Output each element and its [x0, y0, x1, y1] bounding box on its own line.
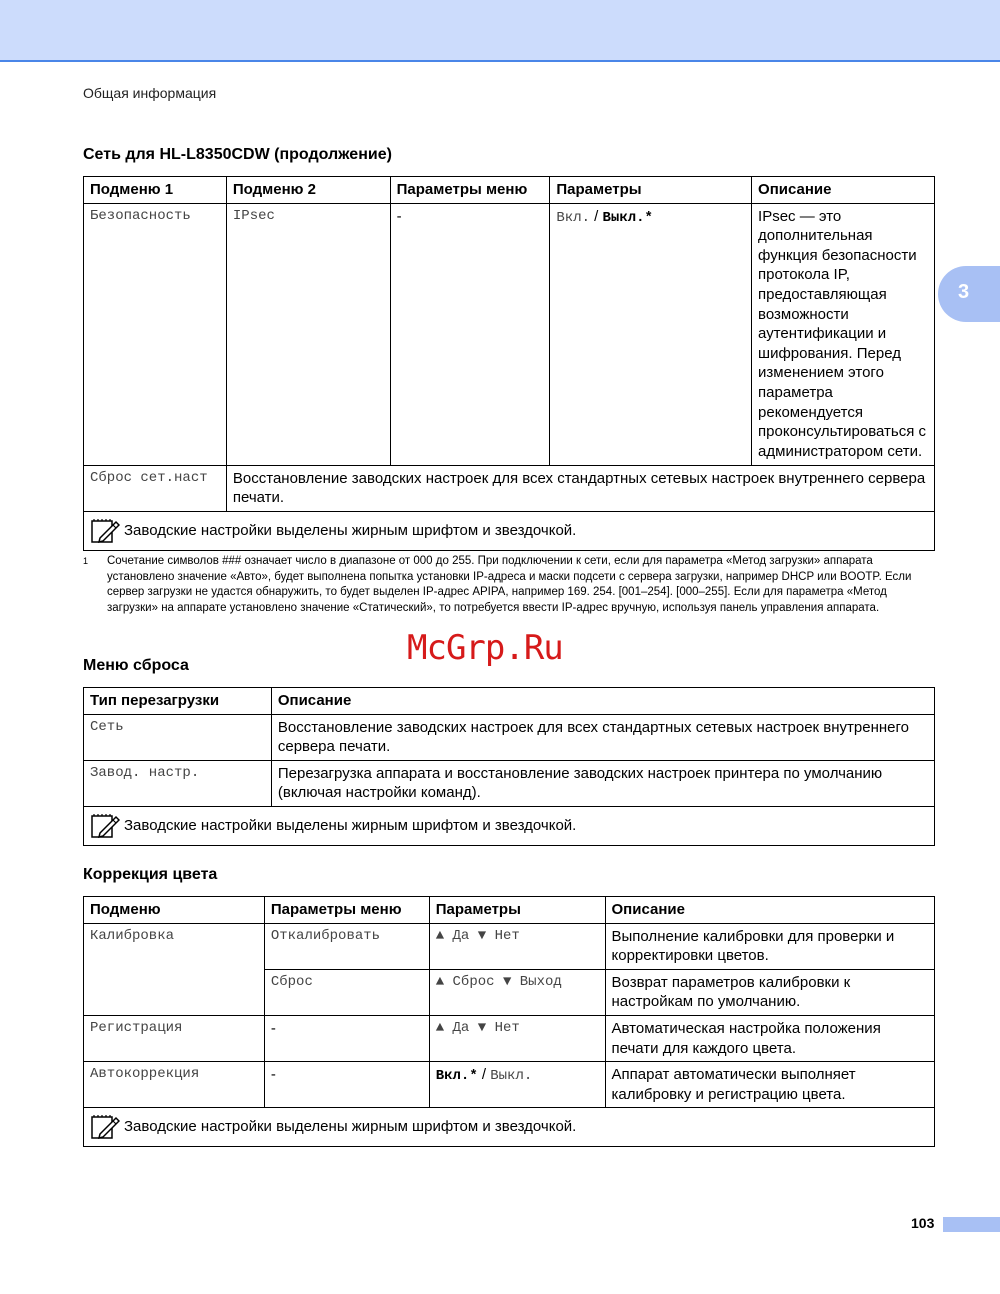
option-a: Сброс [452, 973, 495, 990]
option-b: Нет [494, 927, 520, 944]
cell-menu-params: - [264, 1062, 429, 1108]
cell-description: Восстановление заводских настроек для всех стандартных сетевых настроек внутреннего сервера печати. [271, 714, 934, 760]
table-row [84, 465, 935, 511]
col-header: Подменю 1 [84, 177, 227, 204]
cell-params [429, 1015, 605, 1061]
cell-menu-params: Откалибровать [264, 923, 429, 969]
col-header: Параметры [429, 897, 605, 924]
footnote-number: 1 [83, 556, 89, 566]
page-number-bar [943, 1217, 1000, 1232]
param-off: Выкл. [490, 1068, 533, 1085]
table-header-row [84, 897, 935, 924]
cell-reset-type: Завод. настр. [84, 760, 272, 806]
col-header: Подменю 2 [226, 177, 390, 204]
color-section-title: Коррекция цвета [83, 866, 218, 883]
cell-description: Автоматическая настройка положения печати для каждого цвета. [605, 1015, 934, 1061]
cell-menu-params: - [264, 1015, 429, 1061]
cell-description: Восстановление заводских настроек для всех стандартных сетевых настроек внутреннего сервера печати. [226, 465, 934, 511]
cell-menu-params: Сброс [264, 969, 429, 1015]
reset-section-title: Меню сброса [83, 657, 189, 674]
cell-description: IPsec — это дополнительная функция безопасности протокола IP, предоставляющая возможности аутентификации и шифрования. Перед изменением этого параметра рекомендуется проконсультироваться с администратором сети. [752, 203, 935, 465]
arrow-up-icon: ▲ [435, 927, 445, 944]
note-text: Заводские настройки выделены жирным шрифтом и звездочкой. [124, 816, 577, 834]
param-separator: / [477, 1066, 491, 1084]
footnote [83, 554, 938, 616]
note-pencil-icon [90, 1114, 120, 1140]
cell-params [550, 203, 752, 465]
cell-submenu1: Безопасность [84, 203, 227, 465]
page-number: 103 [911, 1215, 935, 1231]
col-header: Параметры меню [264, 897, 429, 924]
param-off-default: Выкл.* [602, 209, 653, 226]
watermark: McGrp.Ru [407, 628, 563, 668]
top-banner [0, 0, 1000, 62]
cell-submenu1: Сброс сет.наст [84, 465, 227, 511]
table-row [84, 760, 935, 806]
chapter-tab [938, 266, 1000, 322]
option-b: Выход [519, 973, 562, 990]
cell-submenu: Калибровка [84, 923, 265, 1015]
reset-table [83, 687, 935, 846]
col-header: Параметры [550, 177, 752, 204]
option-b: Нет [494, 1019, 520, 1036]
col-header: Подменю [84, 897, 265, 924]
arrow-down-icon: ▼ [502, 973, 512, 990]
col-header: Описание [752, 177, 935, 204]
note-pencil-icon [90, 813, 120, 839]
note-row [84, 511, 935, 550]
cell-menu-params: - [390, 203, 550, 465]
arrow-down-icon: ▼ [477, 1019, 487, 1036]
table-row [84, 203, 935, 465]
color-table [83, 896, 935, 1147]
note-text: Заводские настройки выделены жирным шрифтом и звездочкой. [124, 521, 577, 539]
section-label: Общая информация [83, 85, 217, 101]
table-row [84, 714, 935, 760]
arrow-up-icon: ▲ [435, 973, 445, 990]
cell-submenu2: IPsec [226, 203, 390, 465]
col-header: Тип перезагрузки [84, 688, 272, 715]
arrow-up-icon: ▲ [435, 1019, 445, 1036]
param-separator: / [590, 207, 603, 225]
cell-description: Перезагрузка аппарата и восстановление заводских настроек принтера по умолчанию (включая настройки команд). [271, 760, 934, 806]
table-row [84, 1062, 935, 1108]
option-a: Да [452, 927, 470, 944]
cell-description: Выполнение калибровки для проверки и корректировки цветов. [605, 923, 934, 969]
network-table [83, 176, 935, 551]
table-header-row [84, 688, 935, 715]
note-pencil-icon [90, 518, 120, 544]
cell-params [429, 1062, 605, 1108]
cell-params [429, 969, 605, 1015]
option-a: Да [452, 1019, 470, 1036]
network-section-title: Сеть для HL-L8350CDW (продолжение) [83, 146, 392, 163]
col-header: Описание [271, 688, 934, 715]
cell-submenu: Регистрация [84, 1015, 265, 1061]
table-row [84, 1015, 935, 1061]
cell-params [429, 923, 605, 969]
chapter-tab-number: 3 [958, 281, 970, 303]
param-on-default: Вкл.* [435, 1068, 478, 1085]
note-row [84, 1108, 935, 1147]
cell-description: Возврат параметров калибровки к настройкам по умолчанию. [605, 969, 934, 1015]
col-header: Описание [605, 897, 934, 924]
arrow-down-icon: ▼ [477, 927, 487, 944]
footnote-text: Сочетание символов ### означает число в диапазоне от 000 до 255. При подключении к сети, если для параметра «Метод загрузки» аппарата установлено значение «Авто», будет выполнена попытка установки IP-адреса и маски подсети с сервера загрузки, например DHCP или BOOTP. Если сервер загрузки не удастся обнаружить, то будет выделен IP-адрес APIPA, например 169. 254. [001–254]. [000–255]. Если для параметра «Метод загрузки» на аппарате установлено значение «Статический», то потребуется ввести IP-адрес вручную, используя панель управления аппарата. [107, 555, 912, 614]
cell-description: Аппарат автоматически выполняет калибровку и регистрацию цвета. [605, 1062, 934, 1108]
note-row [84, 806, 935, 845]
table-header-row [84, 177, 935, 204]
note-text: Заводские настройки выделены жирным шрифтом и звездочкой. [124, 1118, 577, 1136]
cell-submenu: Автокоррекция [84, 1062, 265, 1108]
cell-reset-type: Сеть [84, 714, 272, 760]
col-header: Параметры меню [390, 177, 550, 204]
table-row [84, 923, 935, 969]
param-on: Вкл. [556, 209, 590, 226]
